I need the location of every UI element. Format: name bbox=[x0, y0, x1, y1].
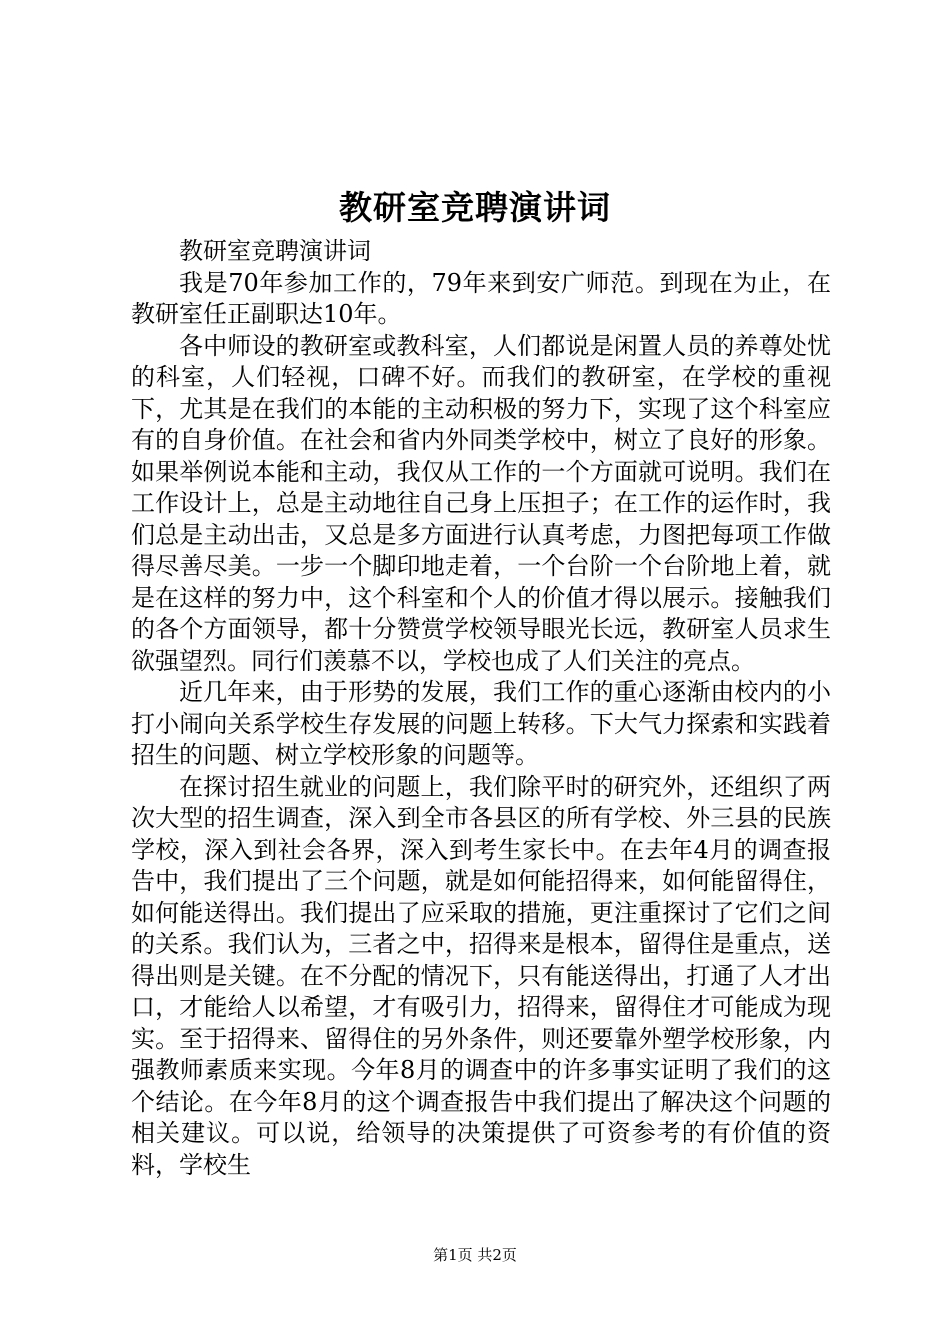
paragraph-enrollment-research: 在探讨招生就业的问题上，我们除平时的研究外，还组织了两次大型的招生调查，深入到全市各县区的所有学校、外三县的民族学校，深入到社会各界，深入到考生家长中。在去年4月的调查报告中，我们提出了三个问题，就是如何能招得来，如何能留得住，如何能送得出。我们提出了应采取的措施，更注重探讨了它们之间的关系。我们认为，三者之中，招得来是根本，留得住是重点，送得出则是关键。在不分配的情况下，只有能送得出，打通了人才出口，才能给人以希望，才有吸引力，招得来，留得住才可能成为现实。至于招得来、留得住的另外条件，则还要靠外塑学校形象，内强教师素质来实现。今年8月的调查中的许多事实证明了我们的这个结论。在今年8月的这个调查报告中我们提出了解决这个问题的相关建议。可以说，给领导的决策提供了可资参考的有价值的资料，学校生 bbox=[131, 772, 831, 1179]
paragraph-office-value: 各中师设的教研室或教科室，人们都说是闲置人员的养尊处忧的科室，人们轻视，口碑不好。而我们的教研室，在学校的重视下，尤其是在我们的本能的主动积极的努力下，实现了这个科室应有的自身价值。在社会和省内外同类学校中，树立了良好的形象。如果举例说本能和主动，我仅从工作的一个方面就可说明。我们在工作设计上，总是主动地往自己身上压担子；在工作的运作时，我们总是主动出击，又总是多方面进行认真考虑，力图把每项工作做得尽善尽美。一步一个脚印地走着，一个台阶一个台阶地上着，就是在这样的努力中，这个科室和个人的价值才得以展示。接触我们的各个方面领导，都十分赞赏学校领导眼光长远，教研室人员求生欲强望烈。同行们羡慕不以，学校也成了人们关注的亮点。 bbox=[131, 331, 831, 675]
page-footer: 第1页 共2页 bbox=[433, 1246, 517, 1264]
paragraph-intro: 我是70年参加工作的，79年来到安广师范。到现在为止，在教研室任正副职达10年。 bbox=[131, 268, 831, 328]
paragraph-recent-years: 近几年来，由于形势的发展，我们工作的重心逐渐由校内的小打小闹向关系学校生存发展的问题上转移。下大气力探索和实践着招生的问题、树立学校形象的问题等。 bbox=[131, 678, 831, 769]
paragraph-heading-repeat: 教研室竞聘演讲词 bbox=[179, 237, 371, 265]
document-body bbox=[131, 236, 831, 1181]
document-title: 教研室竞聘演讲词 bbox=[339, 188, 611, 227]
